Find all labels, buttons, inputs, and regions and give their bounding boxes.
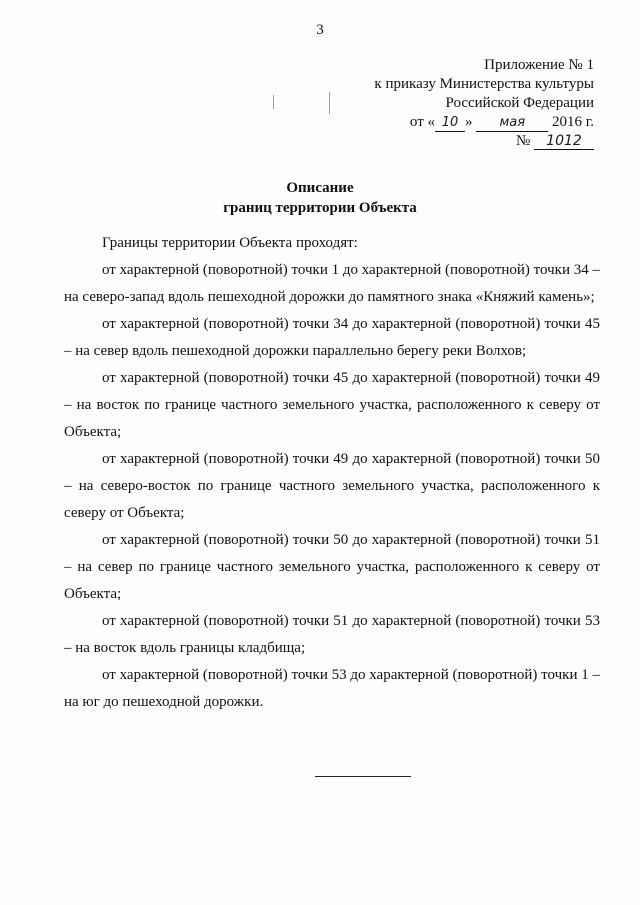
end-separator-line: [315, 776, 411, 777]
title-line-2: границ территории Объекта: [223, 200, 417, 216]
paragraph: от характерной (поворотной) точки 53 до характерной (поворотной) точки 1 – на юг до пешеходной дорожки.: [64, 667, 600, 710]
paragraph: от характерной (поворотной) точки 49 до характерной (поворотной) точки 50 – на северо-восток по границе частного земельного участка, расположенного к северу от Объекта;: [64, 451, 600, 521]
attachment-title: Приложение № 1: [484, 57, 594, 73]
date-prefix: от «: [409, 114, 436, 130]
paragraph-intro: Границы территории Объекта проходят:: [102, 235, 358, 251]
document-body: [64, 230, 600, 716]
page-number: 3: [316, 22, 324, 38]
paragraph: от характерной (поворотной) точки 51 до характерной (поворотной) точки 53 – на восток вдоль границы кладбища;: [64, 613, 600, 656]
number-prefix: №: [515, 133, 531, 149]
attachment-date: [274, 113, 594, 132]
date-year: 2016 г.: [552, 114, 594, 130]
date-day-handwritten: 10: [435, 115, 465, 132]
attachment-number: [274, 132, 594, 151]
number-handwritten: 1012: [534, 133, 594, 150]
paragraph: от характерной (поворотной) точки 34 до характерной (поворотной) точки 45 – на север вдоль пешеходной дорожки параллельно берегу реки Волхов;: [64, 316, 600, 359]
paragraph: от характерной (поворотной) точки 50 до характерной (поворотной) точки 51 – на север по границе частного земельного участка, расположенного к северу от Объекта;: [64, 532, 600, 602]
attachment-country: Российской Федерации: [445, 95, 594, 111]
attachment-order-ref: к приказу Министерства культуры: [374, 76, 594, 92]
title-line-1: Описание: [286, 180, 354, 196]
paragraph: от характерной (поворотной) точки 1 до характерной (поворотной) точки 34 – на северо-запад вдоль пешеходной дорожки до памятного знака «Княжий камень»;: [64, 262, 600, 305]
paragraph: от характерной (поворотной) точки 45 до характерной (поворотной) точки 49 – на восток по границе частного земельного участка, расположенного к северу от Объекта;: [64, 370, 600, 440]
attachment-header: [274, 56, 594, 151]
date-mid: »: [465, 114, 473, 130]
document-title: [0, 178, 640, 218]
date-month-handwritten: мая: [476, 115, 548, 132]
